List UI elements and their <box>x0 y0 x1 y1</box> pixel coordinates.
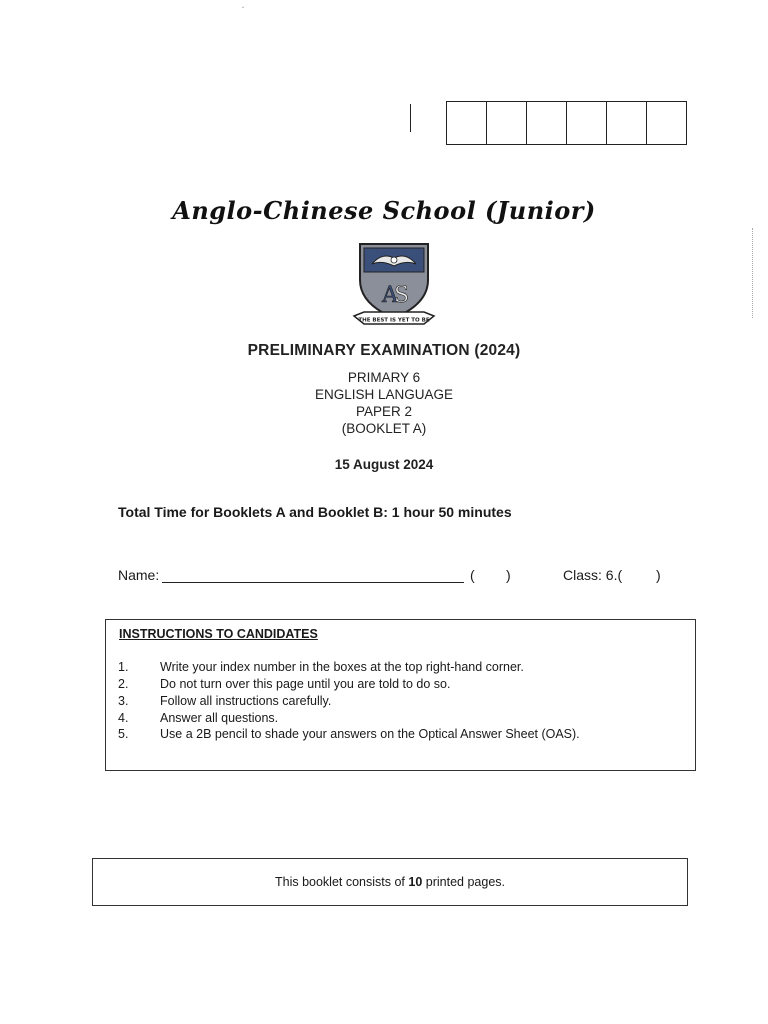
instruction-text: Follow all instructions carefully. <box>160 694 332 708</box>
crest-motto: THE BEST IS YET TO BE <box>358 317 430 324</box>
index-number-boxes <box>446 101 687 145</box>
instruction-number: 3. <box>118 694 129 708</box>
class-field-close: ) <box>656 567 661 583</box>
svg-text:A: A <box>382 283 398 308</box>
exam-date: 15 August 2024 <box>334 457 434 472</box>
school-crest-logo <box>352 236 436 330</box>
exam-paper: PAPER 2 <box>355 404 413 419</box>
exam-subject: ENGLISH LANGUAGE <box>314 387 454 402</box>
scan-mark: ´ <box>242 6 245 15</box>
index-box[interactable] <box>447 102 487 144</box>
instruction-text: Use a 2B pencil to shade your answers on the Optical Answer Sheet (OAS). <box>160 727 580 741</box>
index-box[interactable] <box>487 102 527 144</box>
instruction-item <box>118 660 524 674</box>
instruction-number: 2. <box>118 677 129 691</box>
name-label: Name: <box>118 567 160 583</box>
exam-booklet: (BOOKLET A) <box>341 421 427 436</box>
instruction-item <box>118 727 580 741</box>
register-number-close: ) <box>506 567 511 583</box>
name-field[interactable] <box>162 582 464 583</box>
index-box[interactable] <box>527 102 567 144</box>
school-name: Anglo-Chinese School (Junior) <box>172 196 596 225</box>
total-time: Total Time for Booklets A and Booklet B: 1 hour 50 minutes <box>118 504 512 520</box>
instruction-number: 4. <box>118 711 129 725</box>
exam-title: PRELIMINARY EXAMINATION (2024) <box>247 342 521 359</box>
instruction-text: Answer all questions. <box>160 711 279 725</box>
index-box[interactable] <box>607 102 647 144</box>
index-box[interactable] <box>567 102 607 144</box>
instruction-number: 5. <box>118 727 129 741</box>
page-count-pre: This booklet consists of <box>274 875 409 889</box>
instruction-text: Do not turn over this page until you are told to do so. <box>160 677 451 691</box>
page-count-post: printed pages. <box>422 875 505 889</box>
instructions-title: INSTRUCTIONS TO CANDIDATES <box>119 627 318 641</box>
instruction-text: Write your index number in the boxes at the top right-hand corner. <box>160 660 524 674</box>
instruction-item <box>118 677 450 691</box>
index-box-tick <box>410 104 411 132</box>
svg-text:S: S <box>394 283 410 308</box>
class-label: Class: 6.( <box>563 567 623 583</box>
register-number-open: ( <box>470 567 475 583</box>
exam-level: PRIMARY 6 <box>347 370 421 385</box>
instruction-item <box>118 694 331 708</box>
instruction-item <box>118 711 278 725</box>
instruction-number: 1. <box>118 660 129 674</box>
scan-edge-mark <box>752 228 753 318</box>
page-count-text <box>92 875 688 889</box>
index-box[interactable] <box>647 102 687 144</box>
page-count-number: 10 <box>408 875 423 889</box>
